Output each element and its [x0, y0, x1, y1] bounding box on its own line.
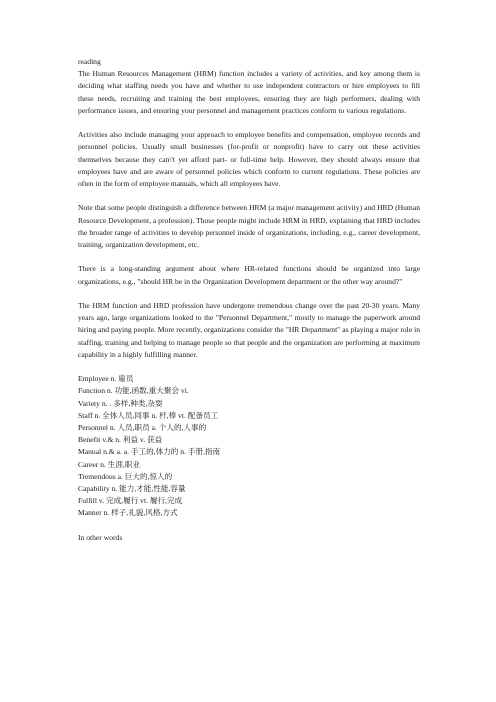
- paragraph-hrm-function: The Human Resources Management (HRM) function includes a variety of activities, and key among them is deciding what staffing needs you have and whether to use independent contractors or hire employees to fill these needs, recruiting and training the best employees, ensuring they are high performers, dealing with performance issues, and ensuring your personnel and management practices conform to various regulations.: [78, 69, 420, 115]
- paragraph-change: The HRM function and HRD profession have undergone tremendous change over the past 20-30 years. Many years ago, large organizations looked to the "Personnel Department," mostly to manage the paperwork around hiring and paying people. More recently, organizations consider the "HR Department" as playing a major role in staffing, training and helping to manage people so that people and the organization are performing at maximum capability in a highly fulfilling manner.: [78, 301, 420, 359]
- vocabulary-item: Career n. 生涯,职业: [78, 459, 140, 469]
- vocabulary-item: Employee n. 雇员: [78, 374, 134, 384]
- paragraph-hrm-vs-hrd: Note that some people distinguish a difference between HRM (a major management activity) and HRD (Human Resource Development, a profession). Those people might include HRM in HRD, explaining that HRD includes the broader range of activities to develop personnel inside of organizations, including, e.g., career development, training, organization development, etc.: [78, 203, 420, 250]
- vocabulary-list: [78, 373, 420, 519]
- paragraph-activities: Activities also include managing your approach to employee benefits and compensation, employee records and personnel policies. Usually small businesses (for-profit or nonprofit) have to carry out these activities themselves because they can\'t yet afford part- or full-time help. However, they should always ensure that employees have and are aware of personnel policies which conform to current regulations. These policies are often in the form of employee manuals, which all employees have.: [78, 130, 420, 189]
- vocabulary-item: Tremendous a. 巨大的,惊人的: [78, 471, 173, 481]
- document-page: [78, 56, 420, 544]
- vocabulary-item: Capability n. 能力,才能,性能,容量: [78, 484, 186, 494]
- section-heading: reading: [78, 57, 101, 66]
- vocabulary-item: Manual n.& a. a. 手工的,体力的 n. 手册,指南: [78, 447, 221, 457]
- vocabulary-item: Manner n. 样子,礼貌,风格,方式: [78, 508, 178, 518]
- vocabulary-item: Staff n. 全体人员,同事 n. 杆,棒 vt. 配备员工: [78, 410, 219, 420]
- vocabulary-item: Benefit v.& n. 利益 v. 获益: [78, 435, 163, 445]
- vocabulary-item: Fulfill v. 完成,履行 vt. 履行,完成: [78, 496, 183, 506]
- in-other-words-label: In other words: [78, 532, 123, 542]
- vocabulary-item: Function n. 功能,函数,重大聚会 vi.: [78, 386, 189, 396]
- vocabulary-item: Personnel n. 人员,职员 a. 个人的,人事的: [78, 423, 207, 433]
- paragraph-argument: There is a long-standing argument about where HR-related functions should be organized into large organizations, e.g., "should HR be in the Organization Development department or the other way around?": [78, 264, 420, 286]
- vocabulary-item: Variety n. . 多样,种类,杂耍: [78, 398, 163, 408]
